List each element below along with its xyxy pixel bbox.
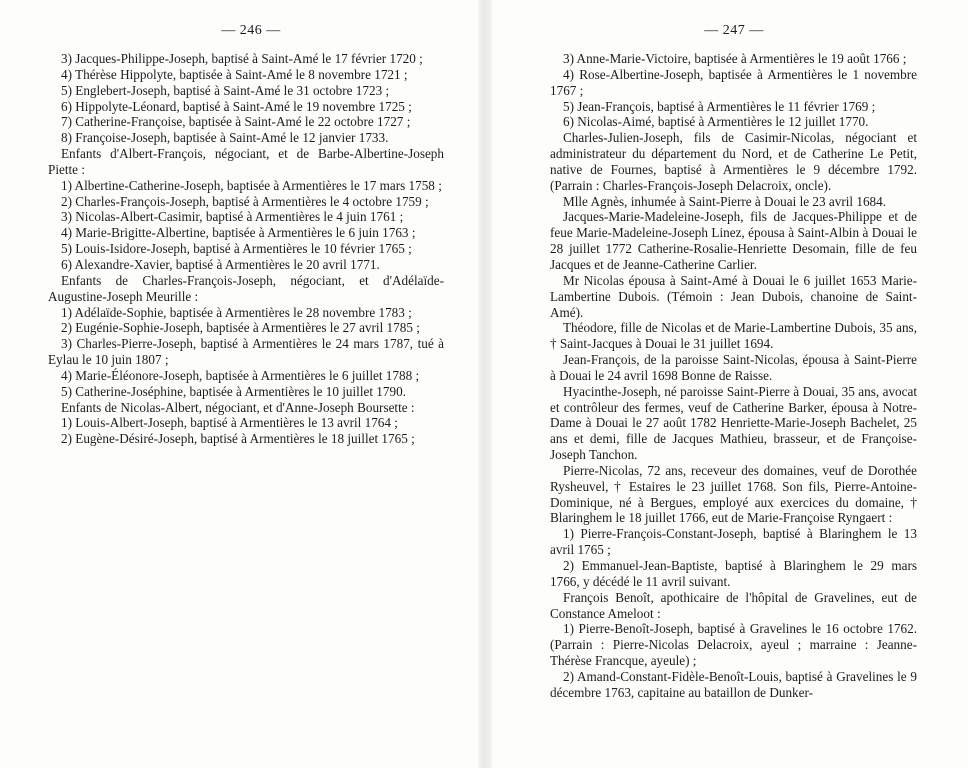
paragraph: Jacques-Marie-Madeleine-Joseph, fils de Jacques-Philippe et de feue Marie-Madeleine-Joseph Linez, épousa à Saint-Albin à Douai le 28 juillet 1772 Catherine-Rosalie-Henriette Desomain, fille de feu Jacques et de Jeanne-Catherine Carlier. (550, 209, 917, 272)
paragraph: 3) Charles-Pierre-Joseph, baptisé à Armentières le 24 mars 1787, tué à Eylau le 10 juin 1807 ; (48, 336, 444, 368)
paragraph: 6) Alexandre-Xavier, baptisé à Armentières le 20 avril 1771. (61, 256, 380, 272)
paragraph: Pierre-Nicolas, 72 ans, receveur des domaines, veuf de Dorothée Rysheuvel, † Estaires le 23 juillet 1768. Son fils, Pierre-Antoine-Dominique, né à Bergues, employé aux exercices du domaine, † Blaringhem le 18 juillet 1766, eut de Marie-Françoise Ryngaert : (550, 462, 917, 526)
section-heading: Enfants de Nicolas-Albert, négociant, et d'Anne-Joseph Boursette : (61, 399, 415, 415)
paragraph: 2) Eugénie-Sophie-Joseph, baptisée à Armentières le 27 avril 1785 ; (61, 320, 420, 336)
paragraph: 5) Catherine-Joséphine, baptisée à Armentières le 10 juillet 1790. (61, 383, 406, 399)
paragraph: 5) Jean-François, baptisé à Armentières le 11 février 1769 ; (563, 98, 876, 114)
left-page (0, 0, 478, 768)
paragraph: 5) Louis-Isidore-Joseph, baptisé à Armentières le 10 février 1765 ; (61, 241, 412, 257)
right-page-text (550, 51, 917, 701)
paragraph: Charles-Julien-Joseph, fils de Casimir-Nicolas, négociant et administrateur du département du Nord, et de Catherine Le Petit, native de Fournes, baptisé à Armentières le 9 décembre 1792. (Parrain : Charles-François-Joseph Delacroix, oncle). (550, 130, 917, 193)
paragraph: 3) Anne-Marie-Victoire, baptisée à Armentières le 19 août 1766 ; (563, 51, 907, 66)
paragraph: Mr Nicolas épousa à Saint-Amé à Douai le 6 juillet 1653 Marie-Lambertine Dubois. (Témoin : Jean Dubois, chanoine de Saint-Amé). (550, 272, 917, 320)
right-page (492, 0, 968, 768)
page-number-right: — 247 — (704, 23, 764, 38)
paragraph: 3) Nicolas-Albert-Casimir, baptisé à Armentières le 4 juin 1761 ; (61, 209, 404, 225)
paragraph: 3) Jacques-Philippe-Joseph, baptisé à Saint-Amé le 17 février 1720 ; (61, 51, 423, 66)
paragraph: Jean-François, de la paroisse Saint-Nicolas, épousa à Saint-Pierre à Douai le 24 avril 1698 Bonne de Raisse. (550, 352, 917, 383)
paragraph: 5) Englebert-Joseph, baptisé à Saint-Amé le 31 octobre 1723 ; (61, 82, 390, 98)
paragraph: 4) Marie-Brigitte-Albertine, baptisée à Armentières le 6 juin 1763 ; (61, 225, 416, 241)
paragraph: Théodore, fille de Nicolas et de Marie-Lambertine Dubois, 35 ans, † Saint-Jacques à Douai le 31 juillet 1694. (550, 320, 917, 352)
paragraph: 2) Emmanuel-Jean-Baptiste, baptisé à Blaringhem le 29 mars 1766, y décédé le 11 avril suivant. (550, 558, 917, 589)
paragraph: Mlle Agnès, inhumée à Saint-Pierre à Douai le 23 avril 1684. (563, 193, 887, 209)
paragraph: 4) Rose-Albertine-Joseph, baptisée à Armentières le 1 novembre 1767 ; (550, 66, 917, 98)
paragraph: François Benoît, apothicaire de l'hôpital de Gravelines, eut de Constance Ameloot : (550, 589, 917, 621)
paragraph: 4) Thérèse Hippolyte, baptisée à Saint-Amé le 8 novembre 1721 ; (61, 66, 408, 82)
paragraph: 2) Charles-François-Joseph, baptisé à Armentières le 4 octobre 1759 ; (61, 193, 429, 209)
paragraph: 4) Marie-Éléonore-Joseph, baptisée à Armentières le 6 juillet 1788 ; (61, 367, 420, 383)
paragraph: 1) Pierre-François-Constant-Joseph, baptisé à Blaringhem le 13 avril 1765 ; (550, 526, 917, 558)
paragraph: 2) Eugène-Désiré-Joseph, baptisé à Armentières le 18 juillet 1765 ; (61, 431, 415, 447)
book-gutter (478, 0, 492, 768)
section-heading: Enfants de Charles-François-Joseph, négociant, et d'Adélaïde-Augustine-Joseph Meurille : (48, 272, 444, 304)
paragraph: 6) Nicolas-Aimé, baptisé à Armentières le 12 juillet 1770. (563, 114, 869, 130)
paragraph: 1) Adélaïde-Sophie, baptisée à Armentières le 28 novembre 1783 ; (61, 304, 412, 320)
left-page-text (48, 51, 444, 447)
paragraph: Hyacinthe-Joseph, né paroisse Saint-Pierre à Douai, 35 ans, avocat et contrôleur des fermes, veuf de Catherine Barker, épousa à Notre-Dame à Douai le 27 août 1782 Henriette-Marie-Joseph Bachelet, 25 ans et demi, fille de Jacques Mathieu, brasseur, et de Françoise-Joseph Tanchon. (550, 383, 917, 463)
paragraph: 6) Hippolyte-Léonard, baptisé à Saint-Amé le 19 novembre 1725 ; (61, 98, 412, 114)
page-number-left: — 246 — (221, 23, 281, 38)
paragraph: 8) Françoise-Joseph, baptisée à Saint-Amé le 12 janvier 1733. (61, 130, 389, 146)
paragraph: 1) Albertine-Catherine-Joseph, baptisée à Armentières le 17 mars 1758 ; (61, 177, 442, 193)
paragraph: 1) Pierre-Benoît-Joseph, baptisé à Gravelines le 16 octobre 1762. (Parrain : Pierre-Nicolas Delacroix, ayeul ; marraine : Jeanne-Thérèse Francque, ayeule) ; (550, 621, 917, 669)
section-heading: Enfants d'Albert-François, négociant, et de Barbe-Albertine-Joseph Piette : (48, 146, 444, 177)
paragraph: 1) Louis-Albert-Joseph, baptisé à Armentières le 13 avril 1764 ; (61, 415, 398, 431)
paragraph: 7) Catherine-Françoise, baptisée à Saint-Amé le 22 octobre 1727 ; (61, 114, 411, 130)
paragraph: 2) Amand-Constant-Fidèle-Benoît-Louis, baptisé à Gravelines le 9 décembre 1763, capitaine au bataillon de Dunker- (550, 668, 917, 700)
